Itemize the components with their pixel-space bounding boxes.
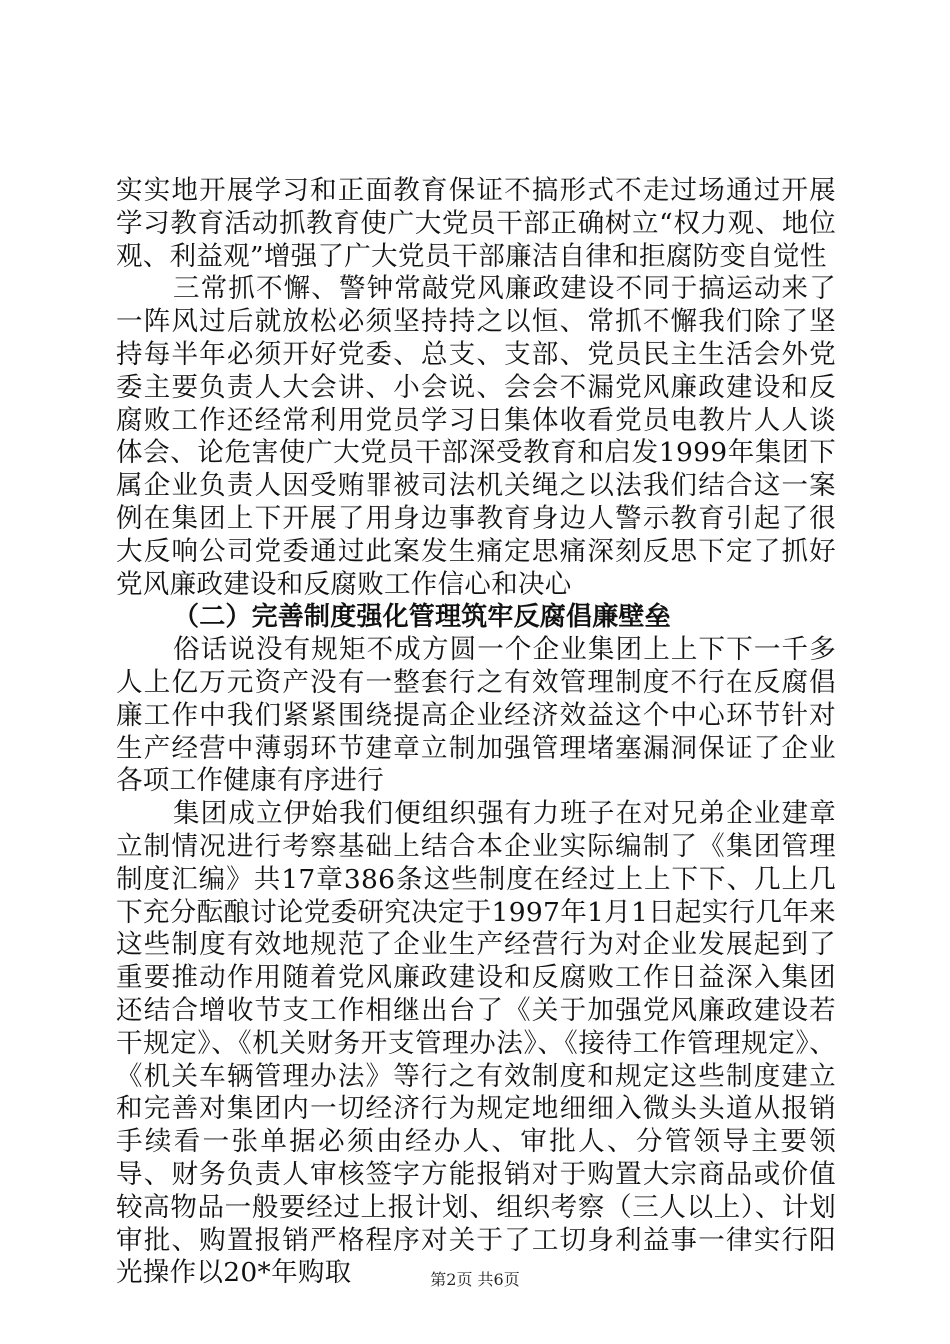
paragraph-regulations: 集团成立伊始我们便组织强有力班子在对兄弟企业建章立制情况进行考察基础上结合本企业实际编制了《集团管理制度汇编》共17章386条这些制度在经过上上下下、几上几下充分酝酿讨论党委研究决定于1997年1月1日起实行几年来这些制度有效地规范了企业生产经营行为对企业发展起到了重要推动作用随着党风廉政建设和反腐败工作日益深入集团还结合增收节支工作相继出台了《关于加强党风廉政建设若干规定》、《机关财务开支管理办法》、《接待工作管理规定》、《机关车辆管理办法》等行之有效制度和规定这些制度建立和完善对集团内一切经济行为规定地细细入微头头道从报销手续看一张单据必须由经办人、审批人、分管领导主要领导、财务负责人审核签字方能报销对于购置大宗商品或价值较高物品一般要经过上报计划、组织考察（三人以上）、计划审批、购置报销严格程序对关于了工切身利益事一律实行阳光操作以20*年购取 [116, 798, 836, 1289]
paragraph-continuation: 实实地开展学习和正面教育保证不搞形式不走过场通过开展学习教育活动抓教育使广大党员干部正确树立“权力观、地位观、利益观”增强了广大党员干部廉洁自律和拒腐防变自觉性 [116, 175, 836, 272]
paragraph-rules: 俗话说没有规矩不成方圆一个企业集团上上下下一千多人上亿万元资产没有一整套行之有效管理制度不行在反腐倡廉工作中我们紧紧围绕提高企业经济效益这个中心环节针对生产经营中薄弱环节建章立制加强管理堵塞漏洞保证了企业各项工作健康有序进行 [116, 634, 836, 797]
section-heading: （二）完善制度强化管理筑牢反腐倡廉壁垒 [173, 602, 671, 633]
page-number-footer: 第2页 共6页 [430, 1270, 520, 1289]
document-body [116, 175, 836, 1290]
paragraph-vigilance: 三常抓不懈、警钟常敲党风廉政建设不同于搞运动来了一阵风过后就放松必须坚持持之以恒、常抓不懈我们除了坚持每半年必须开好党委、总支、支部、党员民主生活会外党委主要负责人大会讲、小会说、会会不漏党风廉政建设和反腐败工作还经常利用党员学习日集体收看党员电教片人人谈体会、论危害使广大党员干部深受教育和启发1999年集团下属企业负责人因受贿罪被司法机关绳之以法我们结合这一案例在集团上下开展了用身边事教育身边人警示教育引起了很大反响公司党委通过此案发生痛定思痛深刻反思下定了抓好党风廉政建设和反腐败工作信心和决心 [116, 273, 836, 600]
